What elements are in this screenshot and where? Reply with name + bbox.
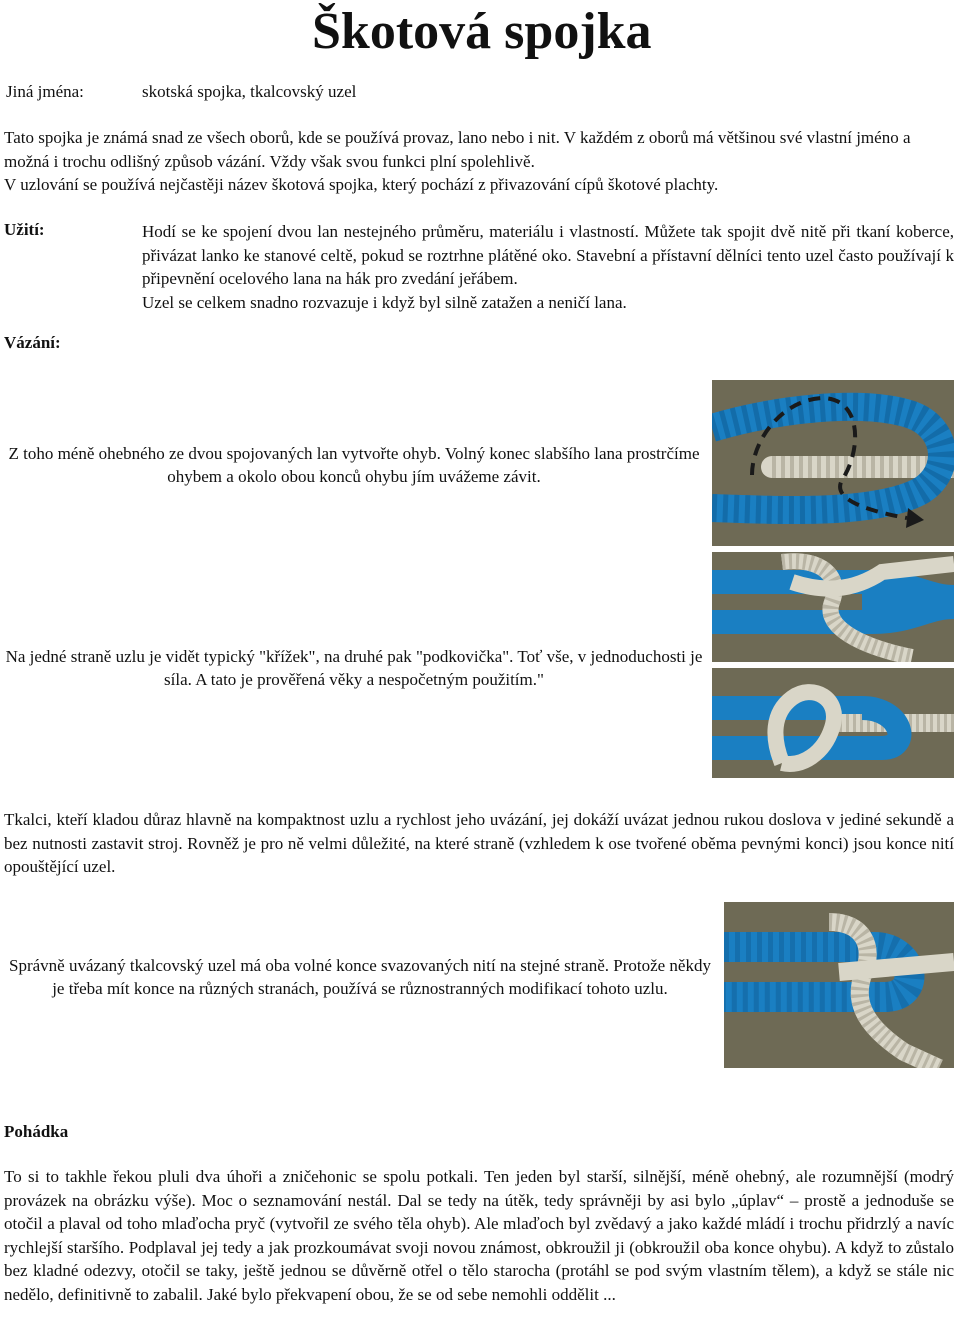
usage-label: Užití: — [4, 220, 45, 239]
usage-text-main: Hodí se ke spojení dvou lan nestejného průměru, materiálu i vlastností. Můžete tak spojit dvě nitě při tkaní koberce, přivázat lanko ke stanové celtě, pokud se roztrhne plátěné oko. Stavební a přístavní dělníci tento uzel často používají k připevnění ocelového lana na hák pro zvedání jeřábem. — [142, 222, 954, 288]
story-heading: Pohádka — [4, 1122, 69, 1141]
intro-paragraph — [4, 126, 954, 197]
intro-text-2: V uzlování se používá nejčastěji název škotová spojka, který pochází z přivazování cípů škotové plachty. — [4, 175, 719, 194]
knot-photo-1 — [712, 380, 954, 546]
correct-knot-text: Správně uvázaný tkalcovský uzel má oba volné konce svazovaných nití na stejné straně. Protože někdy je třeba mít konce na různých stranách, používá se různostranných modifikací tohoto uzlu. — [9, 956, 711, 998]
tying-step-2: Na jedné straně uzlu je vidět typický "křížek", na druhé pak "podkovička". Toť vše, v jednoduchosti je síla. A tato je prověřená věky a nespočetným použitím." — [5, 647, 703, 689]
intro-text-1: Tato spojka je známá snad ze všech oborů, kde se používá provaz, lano nebo i nit. V každém z oborů má většinou své vlastní jméno a možná i trochu odlišný způsob vázání. Vždy však svou funkci plní spolehlivě. — [4, 128, 911, 171]
usage-text — [142, 220, 954, 314]
weavers-paragraph: Tkalci, kteří kladou důraz hlavně na kompaktnost uzlu a rychlost jeho uvázání, jej dokáží uvázat jednou rukou doslova v jediné sekundě a bez nutnosti zastavit stroj. Rovněž je pro ně velmi důležité, na které straně (vzhledem k ose tvořené oběma pevnými konci) jsou konce nití opouštějící uzel. — [4, 810, 954, 876]
tying-heading: Vázání: — [4, 333, 61, 352]
page-title: Škotová spojka — [312, 3, 652, 60]
other-names-label: Jiná jména: — [6, 82, 84, 101]
usage-text-2: Uzel se celkem snadno rozvazuje i když byl silně zatažen a neničí lana. — [142, 292, 627, 312]
other-names-value: skotská spojka, tkalcovský uzel — [142, 82, 357, 101]
tying-step-1: Z toho méně ohebného ze dvou spojovaných lan vytvořte ohyb. Volný konec slabšího lana prostrčíme ohybem a okolo obou konců ohybu jím uvážeme závit. — [8, 444, 700, 486]
knot-photo-2 — [712, 552, 954, 662]
story-text: To si to takhle řekou pluli dva úhoři a zničehonic se spolu potkali. Ten jeden byl starší, silnější, méně ohebný, ale rozumnější (modrý provázek na obrázku výše). Moc o seznamování nestál. Dal se tedy na útěk, tedy správněji by asi bylo „úplav“ – prostě a jednoduše se otočil a plaval od toho mlaďocha pryč (vytvořil ze svého těla ohyb). Ale mlaďoch byl zvědavý a jako každé mládí i trochu přidrzlý a navíc rychlejší staršího. Podplaval jej tedy a jak prozkoumávat svoji novou známost, obkroužil ji (obkroužil oba konce ohybu). A když to zůstalo bez kladné odezvy, otočil se taky, ještě jednou se důvěrně otřel o tělo starocha (protáhl se pod svým vlastním tělem), a když se stále nic nedělo, definitivně to zabalil. Jaké bylo překvapení obou, že se od sebe nemohli oddělit ... — [4, 1167, 954, 1304]
knot-photo-4 — [724, 902, 954, 1068]
knot-photo-3 — [712, 668, 954, 778]
